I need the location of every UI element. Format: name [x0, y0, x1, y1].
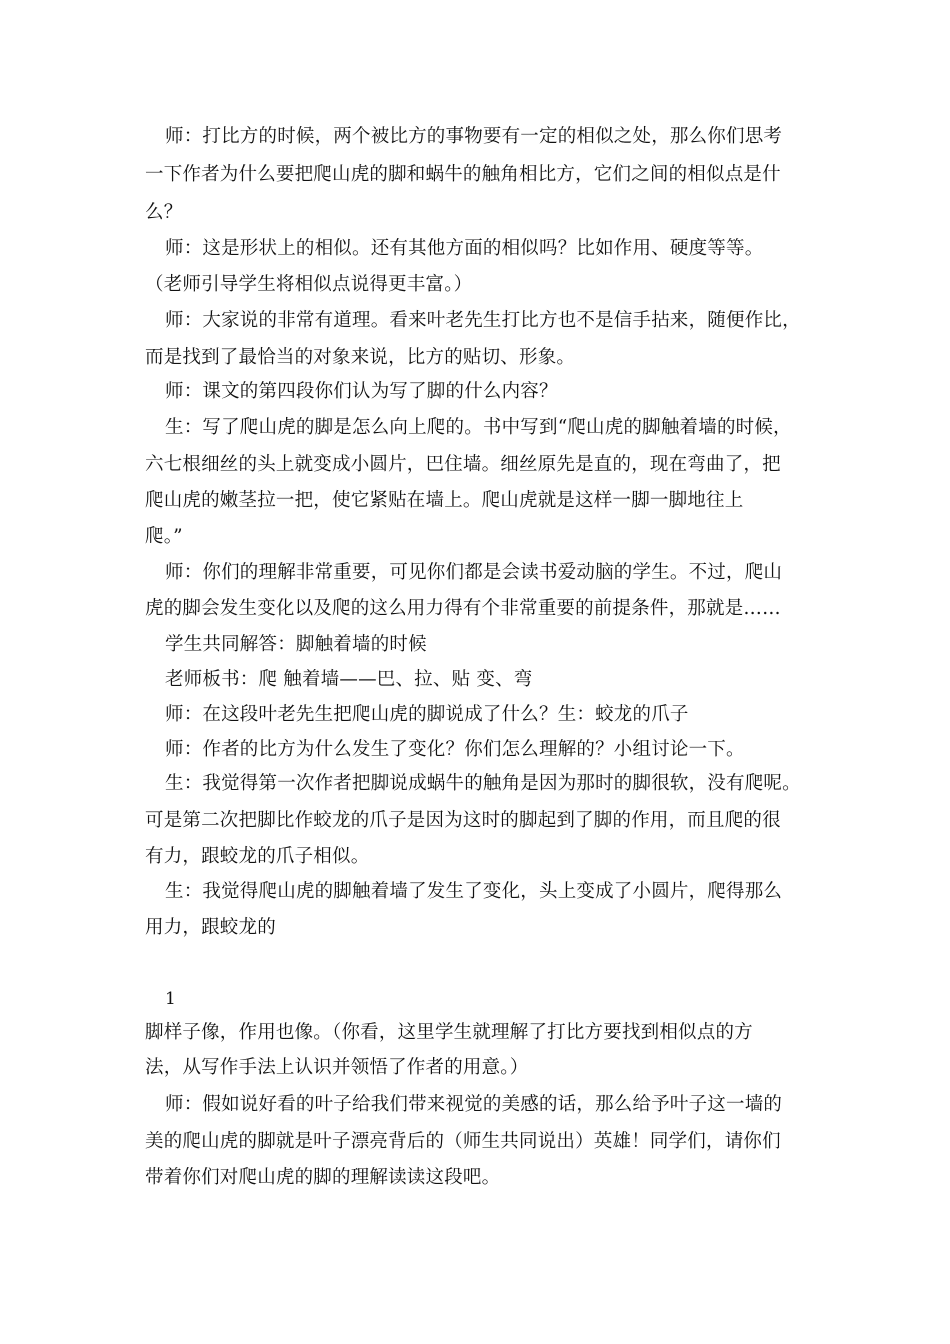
text-line: 一下作者为什么要把爬山虎的脚和蜗牛的触角相比方，它们之间的相似点是什	[145, 164, 781, 185]
text-line: 法，从写作手法上认识并领悟了作者的用意。）	[145, 1057, 529, 1078]
text-line: 爬山虎的嫩茎拉一把，使它紧贴在墙上。爬山虎就是这样一脚一脚地往上	[145, 490, 744, 511]
text-line: 师：这是形状上的相似。还有其他方面的相似吗？比如作用、硬度等等。	[165, 238, 764, 259]
text-line: 老师板书：爬 触着墙——巴、拉、贴 变、弯	[165, 669, 533, 690]
text-line: 脚样子像，作用也像。（你看，这里学生就理解了打比方要找到相似点的方	[145, 1022, 753, 1043]
page-number: 1	[165, 989, 176, 1009]
text-line: 生：我觉得第一次作者把脚说成蜗牛的触角是因为那时的脚很软，没有爬呢。	[165, 773, 801, 794]
text-line: 美的爬山虎的脚就是叶子漂亮背后的（师生共同说出）英雄！同学们，请你们	[145, 1131, 781, 1152]
text-line: 爬。”	[145, 526, 183, 547]
text-line: 师：作者的比方为什么发生了变化？你们怎么理解的？小组讨论一下。	[165, 739, 745, 760]
text-line: 六七根细丝的头上就变成小圆片，巴住墙。细丝原先是直的，现在弯曲了，把	[145, 454, 781, 475]
text-line: 可是第二次把脚比作蛟龙的爪子是因为这时的脚起到了脚的作用，而且爬的很	[145, 810, 781, 831]
text-line: 用力，跟蛟龙的	[145, 917, 276, 938]
text-line: 师：假如说好看的叶子给我们带来视觉的美感的话，那么给予叶子这一墙的	[165, 1094, 783, 1115]
text-line: 学生共同解答：脚触着墙的时候	[165, 634, 427, 655]
text-line: 而是找到了最恰当的对象来说，比方的贴切、形象。	[145, 347, 576, 368]
text-line: 师：打比方的时候，两个被比方的事物要有一定的相似之处，那么你们思考	[165, 126, 783, 147]
text-line: 么？	[145, 202, 183, 223]
text-line: 师：你们的理解非常重要，可见你们都是会读书爱动脑的学生。不过，爬山	[165, 562, 783, 583]
text-line: 生：写了爬山虎的脚是怎么向上爬的。书中写到“爬山虎的脚触着墙的时候，	[165, 417, 792, 438]
text-line: 带着你们对爬山虎的脚的理解读读这段吧。	[145, 1167, 501, 1188]
text-line: 师：大家说的非常有道理。看来叶老先生打比方也不是信手拈来，随便作比，	[165, 310, 801, 331]
text-line: 生：我觉得爬山虎的脚触着墙了发生了变化，头上变成了小圆片，爬得那么	[165, 881, 783, 902]
text-line: （老师引导学生将相似点说得更丰富。）	[145, 274, 473, 295]
text-line: 虎的脚会发生变化以及爬的这么用力得有个非常重要的前提条件，那就是……	[145, 598, 781, 619]
text-line: 有力，跟蛟龙的爪子相似。	[145, 846, 370, 867]
text-line: 师：在这段叶老先生把爬山虎的脚说成了什么？生：蛟龙的爪子	[165, 704, 689, 725]
text-line: 师：课文的第四段你们认为写了脚的什么内容？	[165, 381, 558, 402]
